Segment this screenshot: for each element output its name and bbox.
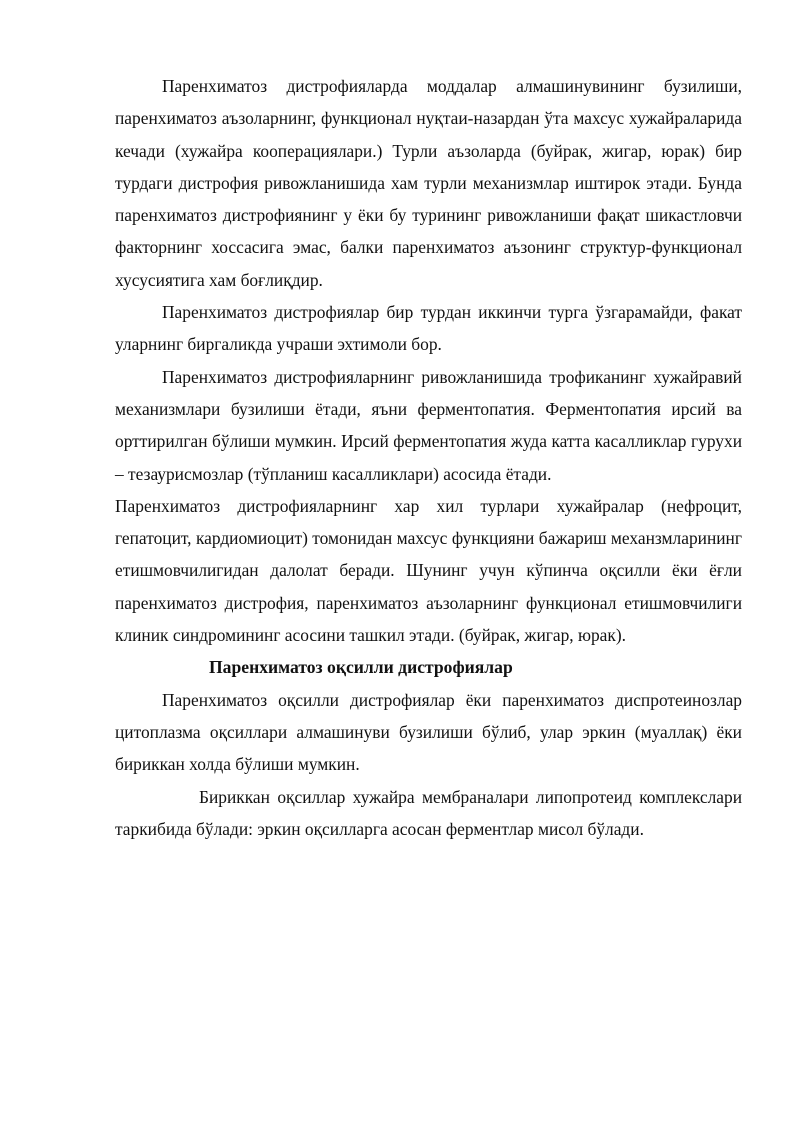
paragraph-3: Паренхиматоз дистрофияларнинг ривожланишида трофиканинг хужайравий механизмлари бузилиши ётади, яъни ферментопатия. Ферментопатия ирсий ва орттирилган бўлиши мумкин. Ирсий ферментопатия жуда катта касалликлар гурухи – тезаурисмозлар (тўпланиш касалликлари) асосида ётади. <box>115 366 742 484</box>
paragraph-5: Паренхиматоз оқсилли дистрофиялар ёки паренхиматоз диспротеинозлар цитоплазма оқсиллари алмашинуви бузилиши бўлиб, улар эркин (муаллақ) ёки бириккан холда бўлиши мумкин. <box>115 689 742 775</box>
paragraph-2: Паренхиматоз дистрофиялар бир турдан иккинчи турга ўзгарамайди, факат уларнинг биргаликда учраши эхтимоли бор. <box>115 302 742 355</box>
section-heading: Паренхиматоз оқсилли дистрофиялар <box>209 657 513 678</box>
paragraph-1: Паренхиматоз дистрофияларда моддалар алмашинувининг бузилиши, паренхиматоз аъзоларнинг, функционал нуқтаи-назардан ўта махсус хужайраларида кечади (хужайра кооперациялари.) Турли аъзоларда (буйрак, жигар, юрак) бир турдаги дистрофия ривожланишида хам турли механизмлар иштирок этади. Бунда паренхиматоз дистрофиянинг у ёки бу турининг ривожланиши фақат шикастловчи факторнинг хоссасига эмас, балки паренхиматоз аъзонинг структур-функционал хусусиятига хам боғлиқдир. <box>115 76 742 290</box>
paragraph-4: Паренхиматоз дистрофияларнинг хар хил турлари хужайралар (нефроцит, гепатоцит, кардиомиоцит) томонидан махсус функцияни бажариш механзмларининг етишмовчилигидан далолат беради. Шунинг учун кўпинча оқсилли ёки ёғли паренхиматоз дистрофия, паренхиматоз аъзоларнинг функционал етишмовчилиги клиник синдромининг асосини ташкил этади. (буйрак, жигар, юрак). <box>115 495 742 646</box>
paragraph-6: Бириккан оқсиллар хужайра мембраналари липопротеид комплекслари таркибида бўлади: эркин оқсилларга асосан ферментлар мисол бўлади. <box>115 786 742 839</box>
document-page <box>115 70 742 845</box>
